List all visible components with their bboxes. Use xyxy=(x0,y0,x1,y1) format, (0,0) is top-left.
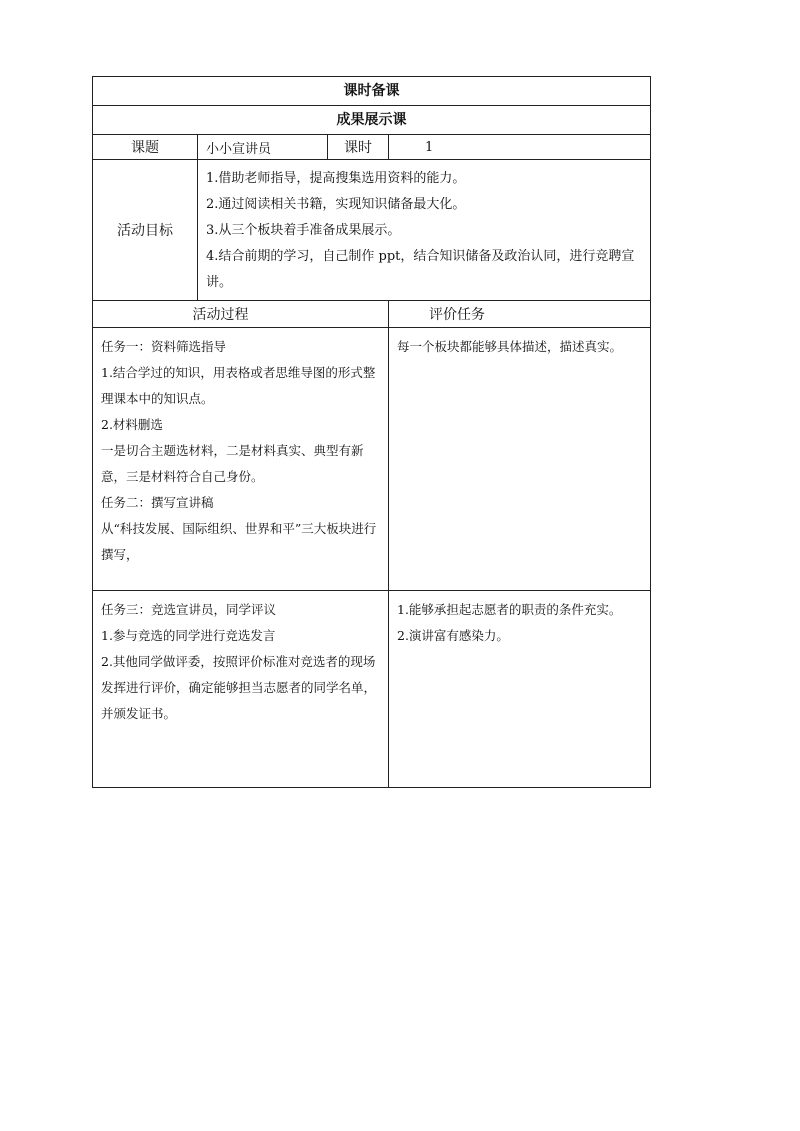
goal-item: 1.借助老师指导，提高搜集选用资料的能力。 xyxy=(206,171,466,186)
eval-block-1 xyxy=(389,328,651,591)
process-line: 一是切合主题选材料，二是材料真实、典型有新意，三是材料符合自己身份。 xyxy=(101,443,364,484)
goal-item: 3.从三个板块着手准备成果展示。 xyxy=(206,223,401,238)
goals-cell xyxy=(198,160,651,301)
process-line: 任务一：资料筛选指导 xyxy=(101,339,227,354)
eval-line: 2.演讲富有感染力。 xyxy=(397,628,509,643)
process-line: 从“科技发展、国际组织、世界和平”三大板块进行撰写， xyxy=(101,521,377,562)
process-block-2 xyxy=(93,591,389,788)
topic-value: 小小宣讲员 xyxy=(198,135,328,160)
process-line: 1.参与竞选的同学进行竞选发言 xyxy=(101,628,276,643)
goal-item: 2.通过阅读相关书籍，实现知识储备最大化。 xyxy=(206,197,466,212)
process-block-1 xyxy=(93,328,389,591)
eval-block-2 xyxy=(389,591,651,788)
goals-label: 活动目标 xyxy=(93,160,198,301)
process-line: 任务三：竞选宣讲员，同学评议 xyxy=(101,602,277,617)
process-header: 活动过程 xyxy=(93,301,389,328)
process-line: 2.材料删选 xyxy=(101,417,163,432)
eval-line: 1.能够承担起志愿者的职责的条件充实。 xyxy=(397,602,622,617)
eval-line: 每一个板块都能够具体描述，描述真实。 xyxy=(397,339,623,354)
table-title: 课时备课 xyxy=(93,77,651,106)
goal-item: 4.结合前期的学习，自己制作 ppt，结合知识储备及政治认同，进行竞聘宣讲。 xyxy=(206,249,635,290)
table-subtitle: 成果展示课 xyxy=(93,106,651,135)
lesson-plan-table xyxy=(92,76,651,788)
process-line: 2.其他同学做评委，按照评价标准对竞选者的现场发挥进行评价，确定能够担当志愿者的同学名单，并颁发证书。 xyxy=(101,654,377,721)
eval-header: 评价任务 xyxy=(389,301,651,328)
topic-label: 课题 xyxy=(93,135,198,160)
process-line: 1.结合学过的知识，用表格或者思维导图的形式整理课本中的知识点。 xyxy=(101,365,376,406)
period-label: 课时 xyxy=(328,135,389,160)
period-value: 1 xyxy=(389,135,651,160)
process-line: 任务二：撰写宣讲稿 xyxy=(101,495,214,510)
